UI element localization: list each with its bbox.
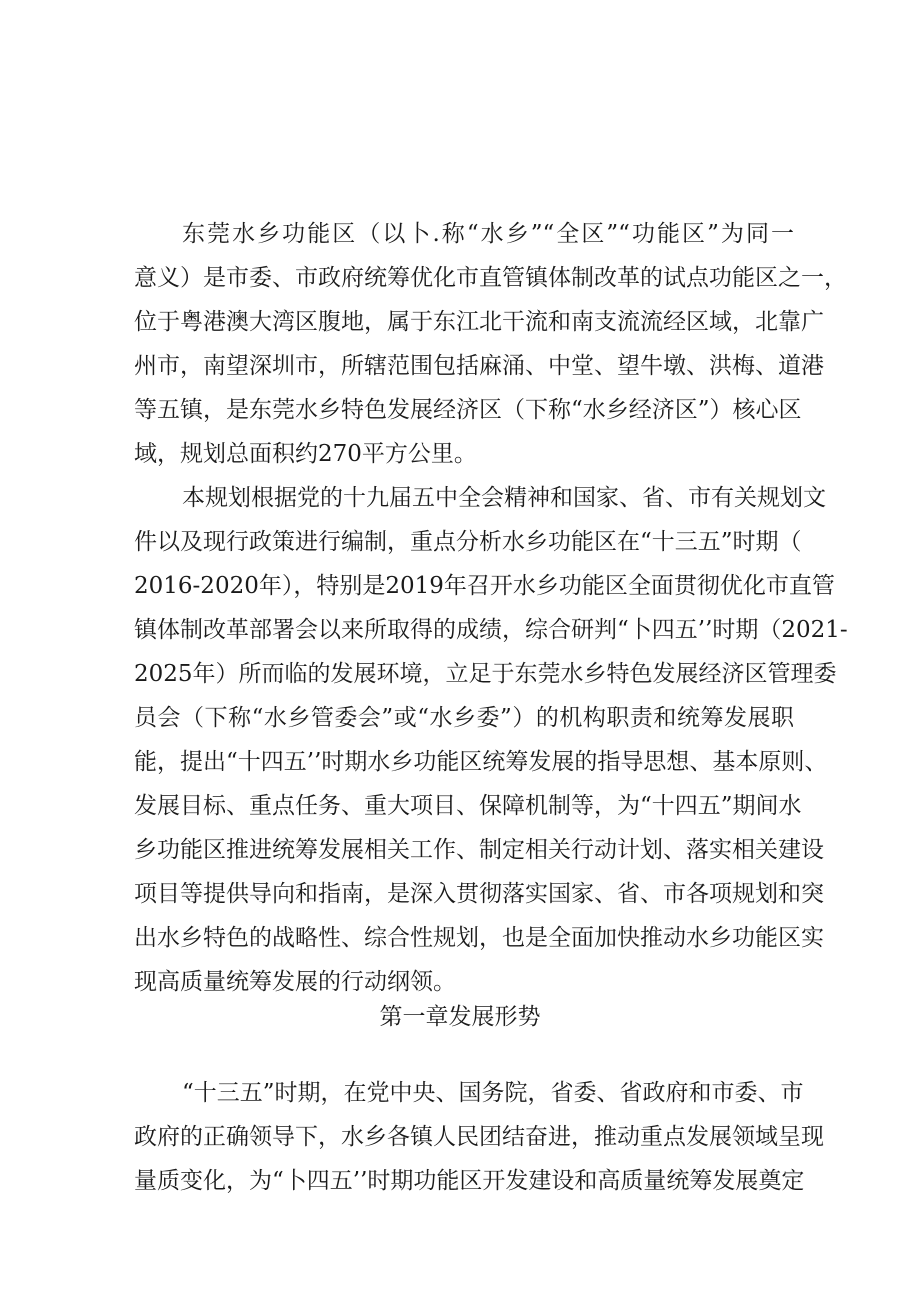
- intro-p2-line-3: 2016-2020年），特别是2019年召开水乡功能区全面贯彻优化市直管: [134, 573, 835, 599]
- chapter-p1-line-2: 政府的正确领导下，水乡各镇人民团结奋进，推动重点发展领域呈现: [134, 1124, 824, 1150]
- intro-p1-line-3: 位于粤港澳大湾区腹地，属于东江北干流和南支流流经区域，北靠广: [134, 309, 824, 335]
- intro-p2-line-2: 件以及现行政策进行编制，重点分析水乡功能区在“十三五”时期（: [134, 529, 802, 555]
- chapter-p1-line-3: 量质变化，为“卜四五’’时期功能区开发建设和高质量统筹发展奠定: [134, 1168, 805, 1194]
- intro-p1-line-1: 东莞水乡功能区（以卜.称“水乡”“全区”“功能区”为同一: [182, 221, 794, 247]
- intro-p1-line-4: 州市，南望深圳市，所辖范围包括麻涌、中堂、望牛墩、洪梅、道港: [134, 353, 824, 379]
- intro-p1-line-6: 域，规划总面积约270平方公里。: [134, 441, 477, 467]
- intro-p2-line-5: 2025年）所而临的发展环境，立足于东莞水乡特色发展经济区管理委: [134, 661, 837, 687]
- intro-p2-line-11: 出水乡特色的战略性、综合性规划，也是全面加快推动水乡功能区实: [134, 925, 824, 951]
- intro-p2-line-1: 本规划根据党的十九届五中全会精神和国家、省、市有关规划文: [182, 485, 826, 511]
- intro-p1-line-2: 意义）是市委、市政府统筹优化市直管镇体制改革的试点功能区之一，: [134, 265, 847, 291]
- intro-p2-line-12: 现高质量统筹发展的行动纲领。: [134, 969, 456, 995]
- intro-p2-line-9: 乡功能区推进统筹发展相关工作、制定相关行动计划、落实相关建设: [134, 837, 824, 863]
- intro-p2-line-8: 发展目标、重点任务、重大项目、保障机制等，为“十四五”期间水: [134, 793, 802, 819]
- intro-p2-line-7: 能，提出“十四五’’时期水乡功能区统筹发展的指导思想、基本原则、: [134, 749, 828, 775]
- intro-p2-line-4: 镇体制改革部署会以来所取得的成绩，综合研判“卜四五’’时期（2021-: [134, 617, 848, 643]
- chapter-heading: 第一章发展形势: [379, 1004, 541, 1030]
- intro-p2-line-10: 项目等提供导向和指南，是深入贯彻落实国家、省、市各项规划和突: [134, 881, 824, 907]
- intro-p1-line-5: 等五镇，是东莞水乡特色发展经济区（下称“水乡经济区”）核心区: [134, 397, 802, 423]
- intro-p2-line-6: 员会（下称“水乡管委会”或“水乡委”）的机构职责和统筹发展职: [134, 705, 794, 731]
- chapter-p1-line-1: “十三五”时期，在党中央、国务院，省委、省政府和市委、市: [182, 1080, 804, 1106]
